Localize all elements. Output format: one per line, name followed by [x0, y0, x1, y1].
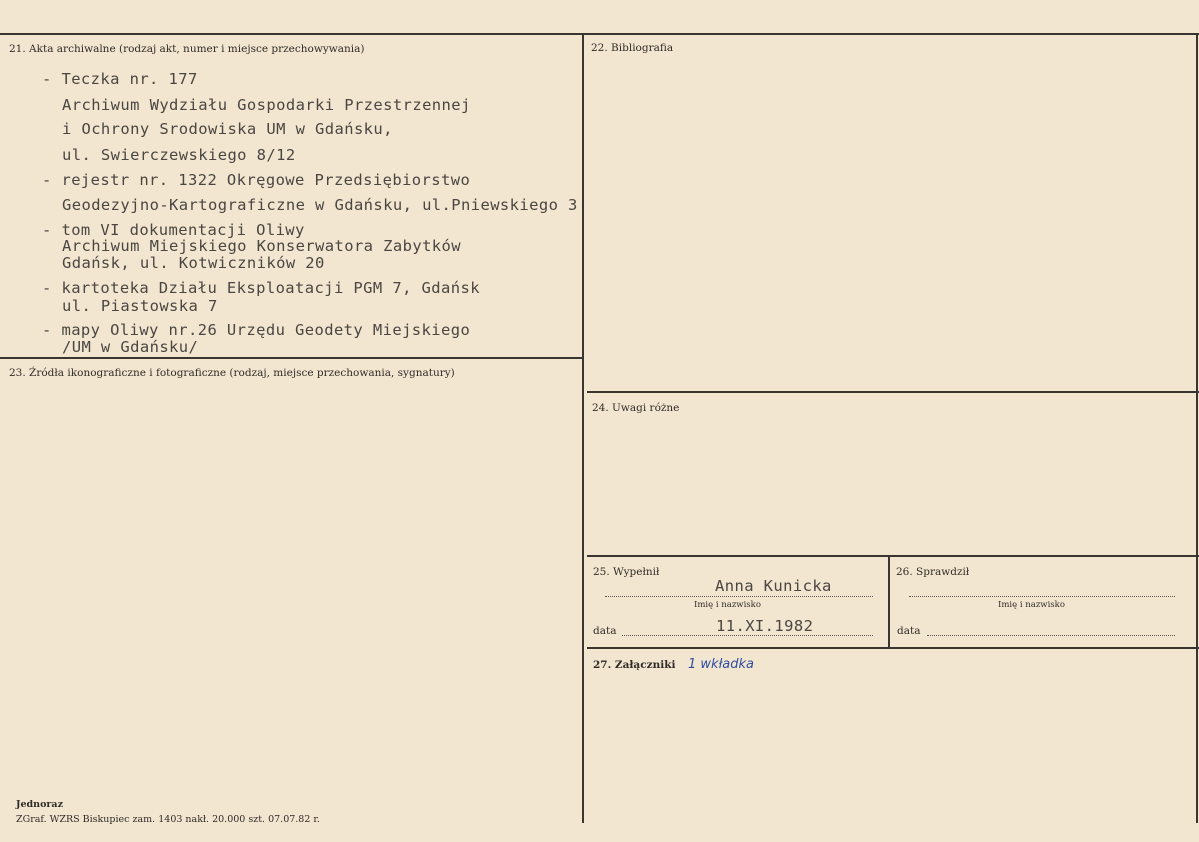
archive-line-5: - rejestr nr. 1322 Okręgowe Przedsiębiorstwo — [42, 171, 471, 189]
checked-by-date-label: data — [897, 625, 921, 637]
archive-line-13: /UM w Gdańsku/ — [62, 338, 199, 356]
filled-by-name-line — [605, 596, 873, 597]
archive-line-10: - kartoteka Działu Eksploatacji PGM 7, Gdańsk — [42, 279, 480, 297]
section25-label: 25. Wypełnił — [593, 566, 660, 578]
section27-label: 27. Załączniki — [593, 659, 676, 671]
archive-line-1: - Teczka nr. 177 — [42, 70, 198, 88]
section21-label: 21. Akta archiwalne (rodzaj akt, numer i miejsce przechowywania) — [9, 43, 365, 55]
filled-by-date: 11.XI.1982 — [716, 617, 814, 635]
archive-line-12: - mapy Oliwy nr.26 Urzędu Geodety Miejskiego — [42, 321, 471, 339]
section25-bottom-line — [587, 647, 1199, 649]
top-border-line — [0, 33, 1199, 35]
checked-by-date-line — [927, 635, 1175, 636]
section24-label: 24. Uwagi różne — [592, 402, 680, 414]
section22-bottom-line — [587, 391, 1199, 393]
filled-by-date-label: data — [593, 625, 617, 637]
section25-26-divider — [888, 556, 890, 648]
filled-by-name-caption: Imię i nazwisko — [694, 600, 761, 610]
footer-line-1: Jednoraz — [16, 799, 63, 810]
section26-label: 26. Sprawdził — [896, 566, 970, 578]
checked-by-name-line — [909, 596, 1175, 597]
section22-label: 22. Bibliografia — [591, 42, 674, 54]
footer-line-2: ZGraf. WZRS Biskupiec zam. 1403 nakł. 20.000 szt. 07.07.82 r. — [16, 814, 320, 825]
section23-label: 23. Źródła ikonograficzne i fotograficzne (rodzaj, miejsce przechowania, sygnatury) — [9, 367, 455, 379]
archive-line-8: Archiwum Miejskiego Konserwatora Zabytków — [62, 237, 462, 255]
right-edge-line — [1196, 33, 1198, 823]
archive-line-7: - tom VI dokumentacji Oliwy — [42, 221, 305, 239]
archive-line-6: Geodezyjno-Kartograficzne w Gdańsku, ul.Pniewskiego 3 — [62, 196, 578, 214]
archive-line-9: Gdańsk, ul. Kotwiczników 20 — [62, 254, 325, 272]
archive-line-4: ul. Swierczewskiego 8/12 — [62, 146, 296, 164]
attachments-handwritten: 1 wkładka — [688, 657, 755, 672]
archive-line-2: Archiwum Wydziału Gospodarki Przestrzennej — [62, 96, 471, 114]
checked-by-name-caption: Imię i nazwisko — [998, 600, 1065, 610]
section24-bottom-line — [587, 555, 1199, 557]
archive-line-11: ul. Piastowska 7 — [62, 297, 218, 315]
filled-by-date-line — [622, 635, 873, 636]
archive-line-3: i Ochrony Srodowiska UM w Gdańsku, — [62, 120, 393, 138]
filled-by-name: Anna Kunicka — [715, 577, 832, 595]
center-divider-line — [582, 33, 584, 823]
section21-bottom-line — [0, 357, 583, 359]
